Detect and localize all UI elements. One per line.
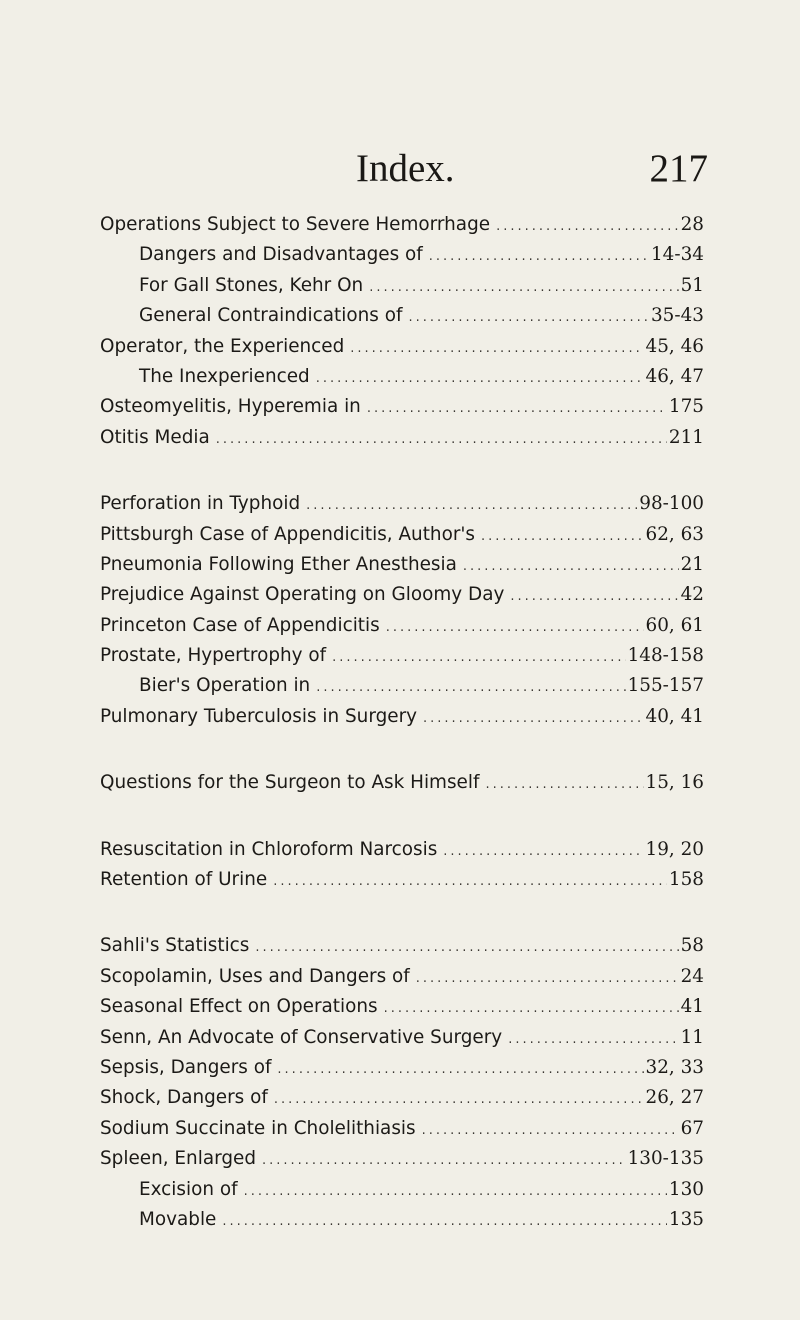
index-entry (100, 1023, 704, 1053)
entry-label: Excision of (139, 1178, 238, 1200)
entry-pages: 11 (680, 1026, 704, 1048)
entry-pages: 148-158 (627, 645, 704, 667)
dot-leader (384, 994, 679, 1024)
entry-label: Sodium Succinate in Cholelithiasis (100, 1117, 416, 1139)
dot-leader (508, 1025, 678, 1055)
entry-pages: 62, 63 (645, 523, 704, 545)
dot-leader (496, 212, 679, 242)
entry-label: Bier's Operation in (139, 675, 311, 697)
dot-leader (222, 1207, 667, 1237)
entry-label: Operations Subject to Severe Hemorrhage (100, 214, 491, 235)
dot-leader (386, 613, 644, 643)
entry-label: Pneumonia Following Ether Anesthesia (100, 553, 457, 575)
entry-pages: 60, 61 (645, 614, 704, 636)
entry-pages: 211 (668, 426, 704, 448)
index-entry (100, 580, 704, 610)
dot-leader (408, 303, 649, 333)
dot-leader (463, 552, 679, 582)
index-entry (100, 835, 704, 865)
entry-pages: 19, 20 (645, 838, 704, 860)
index-entry (100, 992, 704, 1022)
entry-label: Perforation in Typhoid (100, 493, 301, 515)
entry-label: Resuscitation in Chloroform Narcosis (100, 838, 438, 860)
index-subentry (100, 671, 704, 701)
entry-pages: 26, 27 (645, 1087, 704, 1109)
index-entry (100, 423, 704, 453)
index-subentry (100, 271, 704, 301)
index-entry (100, 392, 704, 422)
index-subentry (100, 1175, 704, 1205)
entry-pages: 42 (680, 584, 704, 606)
entry-label: Pulmonary Tuberculosis in Surgery (100, 705, 418, 727)
index-entry (100, 768, 704, 798)
index-entry (100, 332, 704, 362)
entry-pages: 155-157 (627, 675, 704, 697)
dot-leader (485, 770, 643, 800)
entry-label: Shock, Dangers of (100, 1087, 268, 1109)
index-entry (100, 962, 704, 992)
entry-pages: 46, 47 (645, 365, 704, 387)
entry-label: Sahli's Statistics (100, 935, 250, 957)
entry-label: Spleen, Enlarged (100, 1148, 256, 1170)
entry-pages: 15, 16 (645, 772, 704, 794)
entry-label: Otitis Media (100, 426, 210, 448)
index-entry (100, 641, 704, 671)
entry-pages: 41 (680, 996, 704, 1018)
dot-leader (277, 1055, 643, 1085)
dot-leader (274, 1085, 644, 1115)
page-title: Index. (356, 147, 455, 190)
index-entry (100, 611, 704, 641)
entry-pages: 175 (668, 396, 704, 418)
entry-pages: 45, 46 (645, 335, 704, 357)
dot-leader (416, 964, 679, 994)
index-entry (100, 865, 704, 895)
dot-leader (422, 1116, 679, 1146)
entry-label: Movable (139, 1208, 217, 1230)
entry-pages: 135 (668, 1208, 704, 1230)
entry-pages: 40, 41 (645, 705, 704, 727)
entry-pages: 67 (680, 1117, 704, 1139)
entry-label: General Contraindications of (139, 305, 403, 327)
index-entry (100, 1114, 704, 1144)
dot-leader (244, 1177, 667, 1207)
dot-leader (332, 643, 625, 673)
index-entry (100, 1083, 704, 1113)
dot-leader (481, 522, 643, 552)
index-subentry (100, 301, 704, 331)
dot-leader (273, 867, 667, 897)
entry-pages: 14-34 (650, 244, 704, 266)
dot-leader (262, 1146, 626, 1176)
dot-leader (429, 242, 649, 272)
entry-label: Sepsis, Dangers of (100, 1056, 272, 1078)
entry-pages: 24 (680, 965, 704, 987)
entry-pages: 28 (680, 214, 704, 235)
index-group (100, 768, 704, 798)
entry-pages: 21 (680, 553, 704, 575)
dot-leader (443, 837, 643, 867)
entry-label: The Inexperienced (139, 365, 310, 387)
entry-pages: 32, 33 (645, 1056, 704, 1078)
entry-label: Prejudice Against Operating on Gloomy Day (100, 584, 505, 606)
index-group (100, 835, 704, 896)
index-group (100, 931, 704, 1235)
entry-label: Prostate, Hypertrophy of (100, 645, 327, 667)
index-entry (100, 931, 704, 961)
entry-label: Pittsburgh Case of Appendicitis, Author's (100, 523, 476, 545)
entry-pages: 158 (668, 869, 704, 891)
dot-leader (369, 273, 678, 303)
index-group (100, 210, 704, 453)
entry-label: Princeton Case of Appendicitis (100, 614, 380, 636)
dot-leader (306, 491, 637, 521)
index-entry (100, 1144, 704, 1174)
entry-pages: 35-43 (650, 305, 704, 327)
entry-label: For Gall Stones, Kehr On (139, 274, 364, 296)
entry-label: Senn, An Advocate of Conservative Surgery (100, 1026, 503, 1048)
page-header (356, 146, 708, 191)
index-entry (100, 520, 704, 550)
index-entry (100, 210, 704, 240)
index-subentry (100, 1205, 704, 1235)
index-subentry (100, 362, 704, 392)
entry-label: Scopolamin, Uses and Dangers of (100, 965, 410, 987)
entry-label: Retention of Urine (100, 869, 268, 891)
dot-leader (423, 704, 643, 734)
index-group (100, 489, 704, 732)
entry-label: Seasonal Effect on Operations (100, 996, 378, 1018)
index-entry (100, 1053, 704, 1083)
dot-leader (350, 334, 643, 364)
entry-pages: 51 (680, 274, 704, 296)
index-entry (100, 489, 704, 519)
entry-label: Osteomyelitis, Hyperemia in (100, 396, 361, 418)
entry-pages: 58 (680, 935, 704, 957)
entry-pages: 130-135 (627, 1148, 704, 1170)
entry-label: Operator, the Experienced (100, 335, 345, 357)
entry-pages: 98-100 (639, 493, 704, 515)
page-number: 217 (649, 147, 708, 190)
dot-leader (367, 394, 667, 424)
index-subentry (100, 240, 704, 270)
dot-leader (510, 582, 678, 612)
entry-label: Questions for the Surgeon to Ask Himself (100, 772, 480, 794)
index-entry (100, 702, 704, 732)
index-list (100, 210, 704, 1271)
dot-leader (316, 364, 644, 394)
entry-label: Dangers and Disadvantages of (139, 244, 423, 266)
index-entry (100, 550, 704, 580)
dot-leader (316, 673, 625, 703)
dot-leader (216, 425, 667, 455)
dot-leader (255, 933, 678, 963)
entry-pages: 130 (668, 1178, 704, 1200)
